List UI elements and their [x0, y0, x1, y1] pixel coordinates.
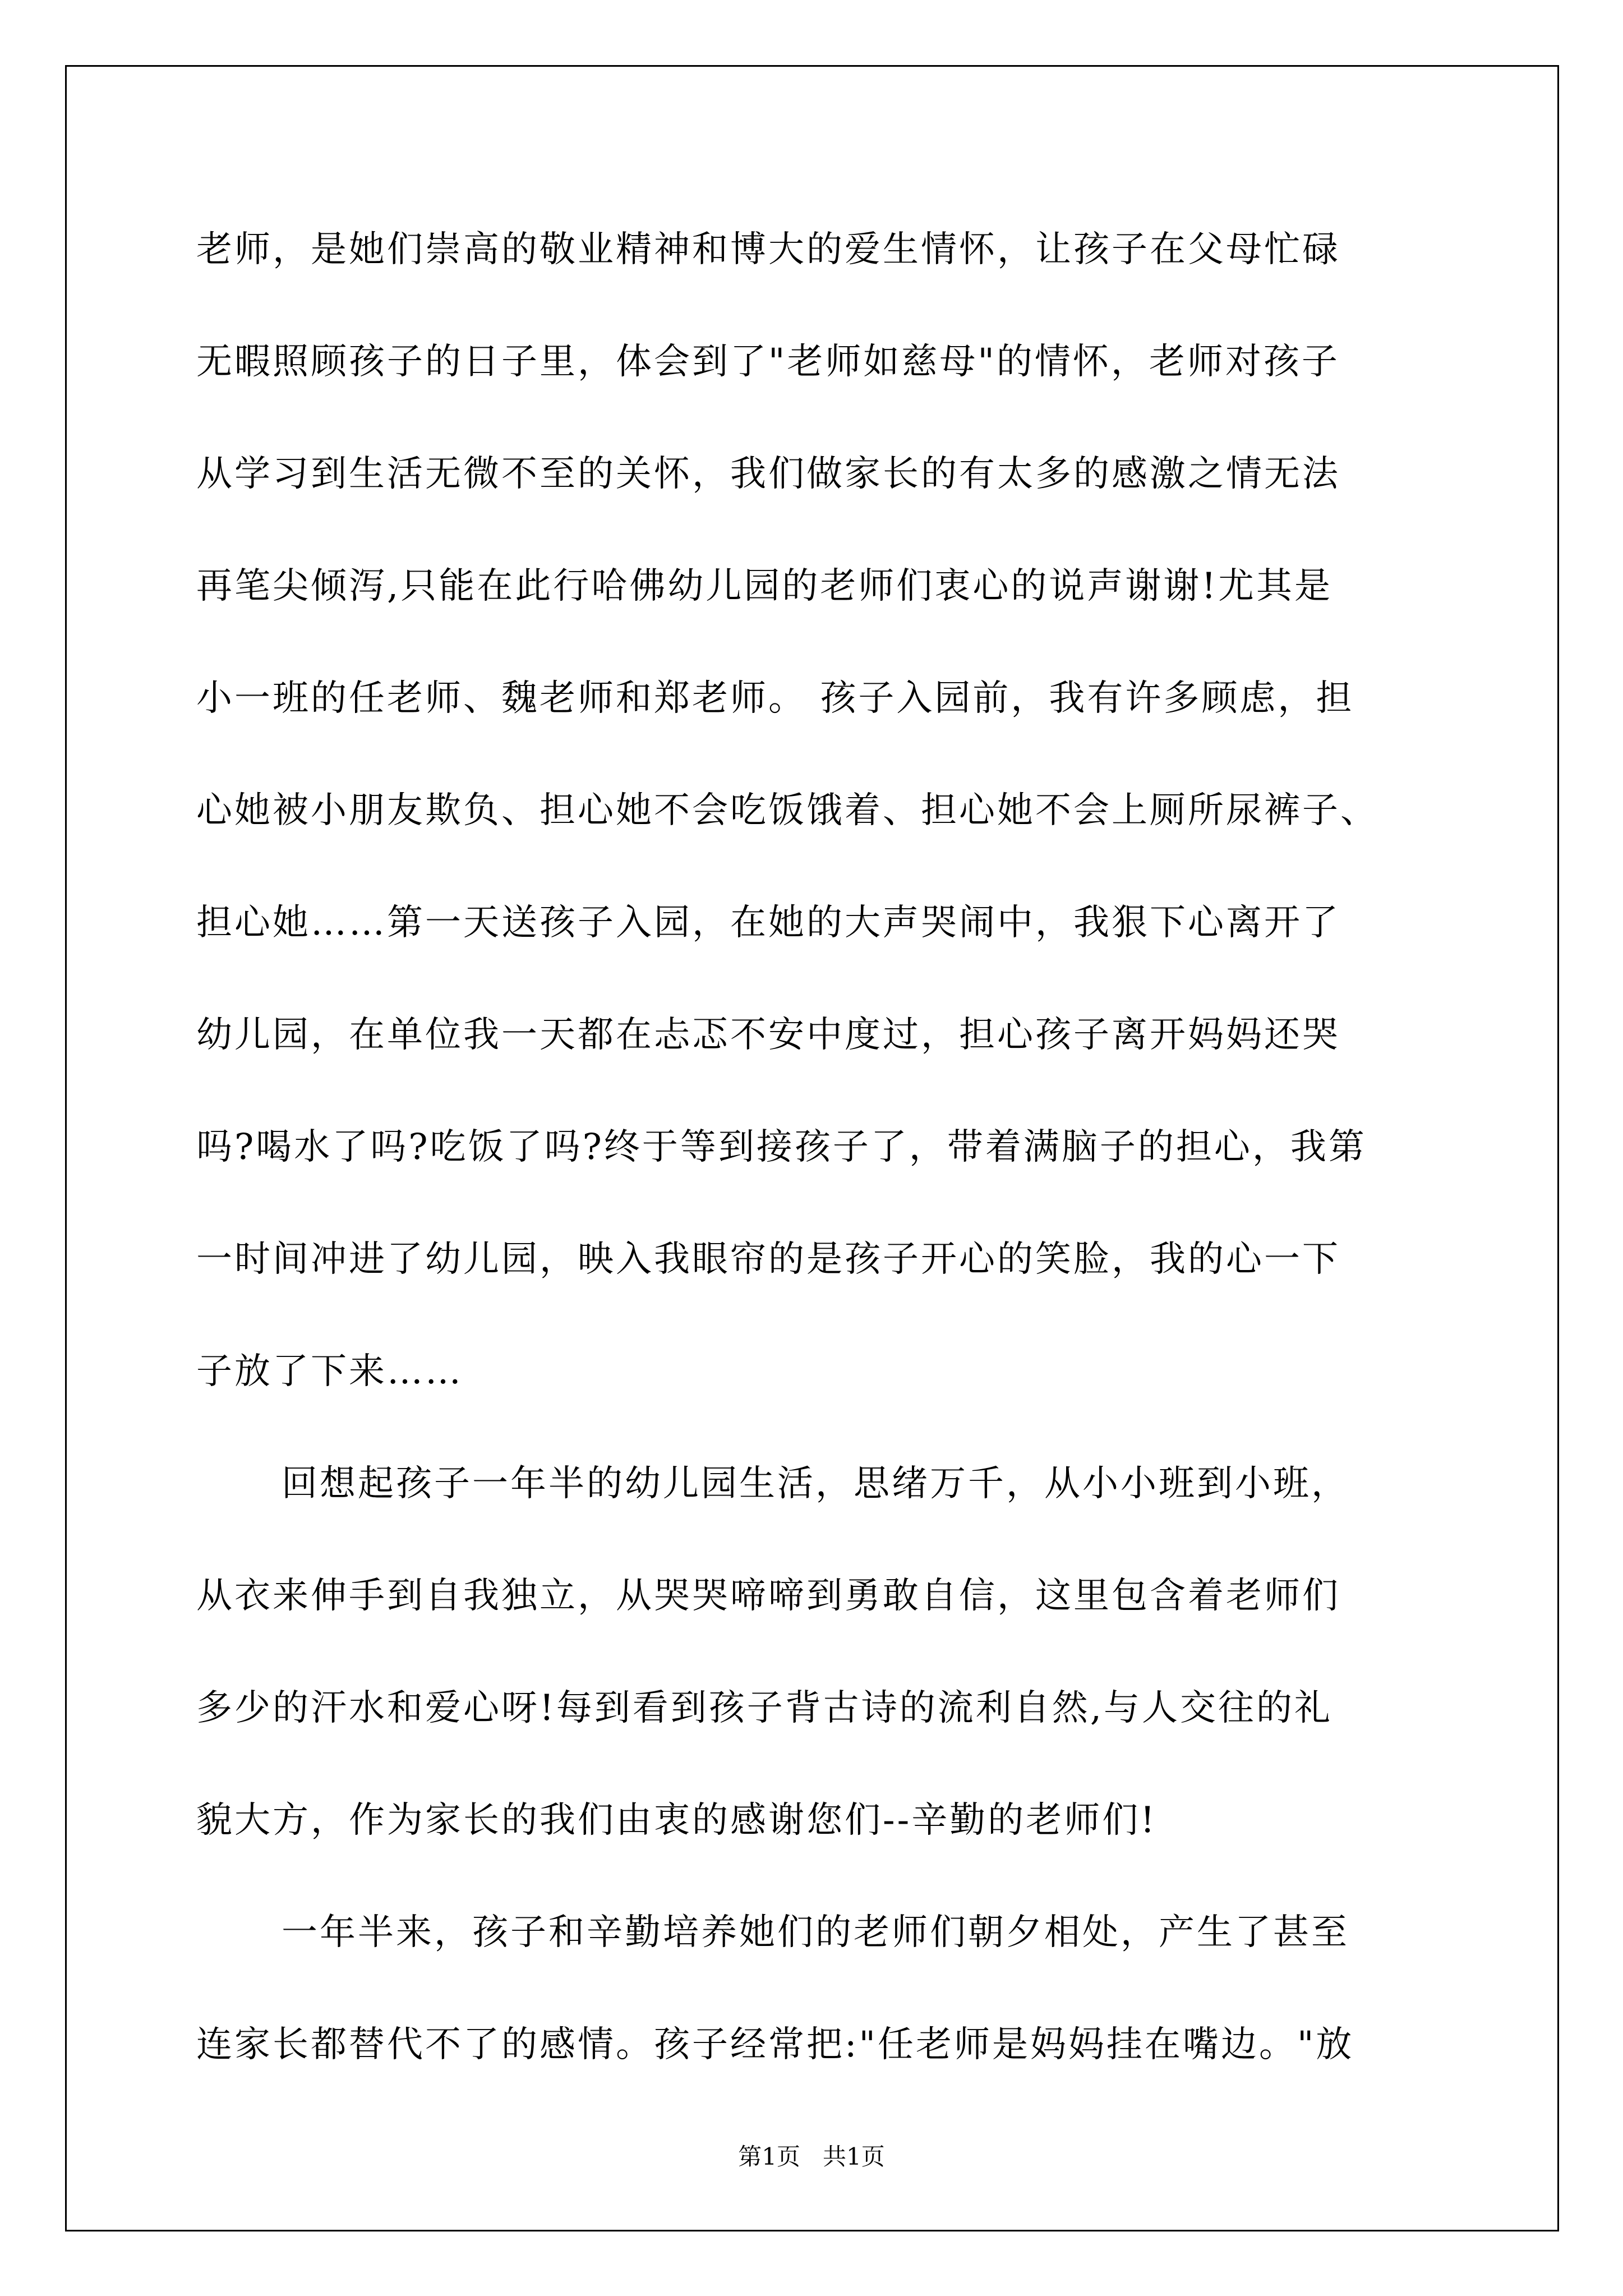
text-line: 子放了下来…… [196, 1351, 463, 1392]
paragraph-start-line: 回想起孩子一年半的幼儿园生活，思绪万千，从小小班到小班， [282, 1463, 1349, 1504]
text-line: 担心她……第一天送孩子入园，在她的大声哭闹中，我狠下心离开了 [196, 902, 1340, 944]
text-line: 吗?喝水了吗?吃饭了吗?终于等到接孩子了，带着满脑子的担心，我第 [196, 1126, 1367, 1168]
text-line: 从衣来伸手到自我独立，从哭哭啼啼到勇敢自信，这里包含着老师们 [196, 1575, 1340, 1617]
text-line: 连家长都替代不了的感情。孩子经常把:"任老师是妈妈挂在嘴边。"放 [196, 2024, 1354, 2065]
text-line: 小一班的任老师、魏老师和郑老师。 孩子入园前，我有许多顾虑，担 [196, 678, 1354, 719]
text-line: 老师，是她们崇高的敬业精神和博大的爱生情怀，让孩子在父母忙碌 [196, 229, 1340, 270]
text-line: 从学习到生活无微不至的关怀，我们做家长的有太多的感激之情无法 [196, 453, 1340, 495]
text-line: 心她被小朋友欺负、担心她不会吃饭饿着、担心她不会上厕所尿裤子、 [196, 790, 1378, 831]
document-body [196, 194, 1436, 2101]
text-line: 一时间冲进了幼儿园，映入我眼帘的是孩子开心的笑脸，我的心一下 [196, 1239, 1340, 1280]
text-line: 再笔尖倾泻,只能在此行哈佛幼儿园的老师们衷心的说声谢谢!尤其是 [196, 565, 1333, 607]
page-footer: 第1页 共1页 [738, 2143, 885, 2170]
text-line: 无暇照顾孩子的日子里，体会到了"老师如慈母"的情怀，老师对孩子 [196, 341, 1340, 383]
text-line: 貌大方，作为家长的我们由衷的感谢您们--辛勤的老师们! [196, 1800, 1157, 1841]
text-line: 幼儿园，在单位我一天都在忐忑不安中度过，担心孩子离开妈妈还哭 [196, 1014, 1340, 1056]
text-line: 多少的汗水和爱心呀!每到看到孩子背古诗的流利自然,与人交往的礼 [196, 1687, 1333, 1729]
paragraph-start-line: 一年半来，孩子和辛勤培养她们的老师们朝夕相处，产生了甚至 [282, 1912, 1349, 1953]
